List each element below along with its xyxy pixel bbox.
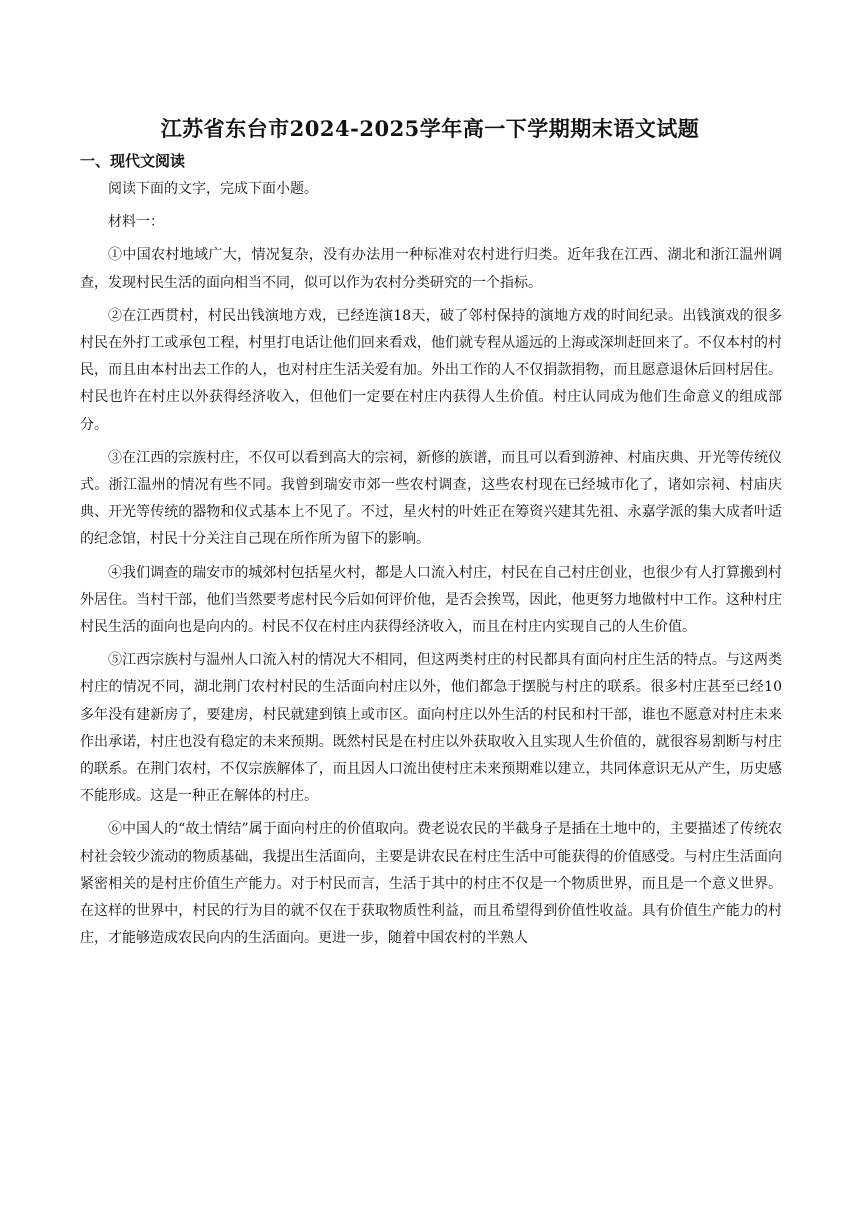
- paragraph-2: ②在江西贯村，村民出钱演地方戏，已经连演18天，破了邻村保持的演地方戏的时间纪录。出钱演戏的很多村民在外打工或承包工程，村里打电话让他们回来看戏，他们就专程从遥远的上海或深圳赶回来了。不仅本村的村民，而且由本村出去工作的人，也对村庄生活关爱有加。外出工作的人不仅捐款捐物，而且愿意退休后回村居住。村民也许在村庄以外获得经济收入，但他们一定要在村庄内获得人生价值。村庄认同成为他们生命意义的组成部分。: [80, 307, 782, 433]
- paragraph-4: ④我们调查的瑞安市的城郊村包括星火村，都是人口流入村庄，村民在自己村庄创业，也很少有人打算搬到村外居住。当村干部，他们当然要考虑村民今后如何评价他，是否会挨骂，因此，他更努力地做村中工作。这种村庄村民生活的面向也是向内的。村民不仅在村庄内获得经济收入，而且在村庄内实现自己的人生价值。: [80, 564, 782, 636]
- paragraph-1: ①中国农村地域广大，情况复杂，没有办法用一种标准对农村进行归类。近年我在江西、湖北和浙江温州调查，发现村民生活的面向相当不同，似可以作为农村分类研究的一个指标。: [80, 247, 782, 291]
- material-label: 材料一：: [108, 214, 164, 231]
- document-title: 江苏省东台市2024-2025学年高一下学期期末语文试题: [160, 116, 700, 141]
- paragraph-6: ⑥中国人的“故土情结”属于面向村庄的价值取向。费老说农民的半截身子是插在土地中的，主要描述了传统农村社会较少流动的物质基础，我提出生活面向，主要是讲农民在村庄生活中可能获得的价值感受。与村庄生活面向紧密相关的是村庄价值生产能力。对于村民而言，生活于其中的村庄不仅是一个物质世界，而且是一个意义世界。在这样的世界中，村民的行为目的就不仅在于获取物质性利益，而且希望得到价值性收益。具有价值生产能力的村庄，才能够造成农民向内的生活面向。更进一步，随着中国农村的半熟人: [80, 821, 782, 947]
- document-body: [80, 176, 782, 952]
- section-heading: 一、现代文阅读: [80, 152, 186, 170]
- paragraph-5: ⑤江西宗族村与温州人口流入村的情况大不相同，但这两类村庄的村民都具有面向村庄生活的特点。与这两类村庄的情况不同，湖北荆门农村村民的生活面向村庄以外，他们都急于摆脱与村庄的联系。很多村庄甚至已经10多年没有建新房了，要建房，村民就建到镇上或市区。面向村庄以外生活的村民和村干部，谁也不愿意对村庄未来作出承诺，村庄也没有稳定的未来预期。既然村民是在村庄以外获取收入且实现人生价值的，就很容易割断与村庄的联系。在荆门农村，不仅宗族解体了，而且因人口流出使村庄未来预期难以建立，共同体意识无从产生，历史感不能形成。这是一种正在解体的村庄。: [80, 652, 782, 805]
- instruction-text: 阅读下面的文字，完成下面小题。: [108, 181, 318, 197]
- paragraph-3: ③在江西的宗族村庄，不仅可以看到高大的宗祠，新修的族谱，而且可以看到游神、村庙庆典、开光等传统仪式。浙江温州的情况有些不同。我曾到瑞安市郊一些农村调查，这些农村现在已经城市化了，诸如宗祠、村庙庆典、开光等传统的器物和仪式基本上不见了。不过，星火村的叶姓正在筹资兴建其先祖、永嘉学派的集大成者叶适的纪念馆，村民十分关注自己现在所作所为留下的影响。: [80, 449, 782, 548]
